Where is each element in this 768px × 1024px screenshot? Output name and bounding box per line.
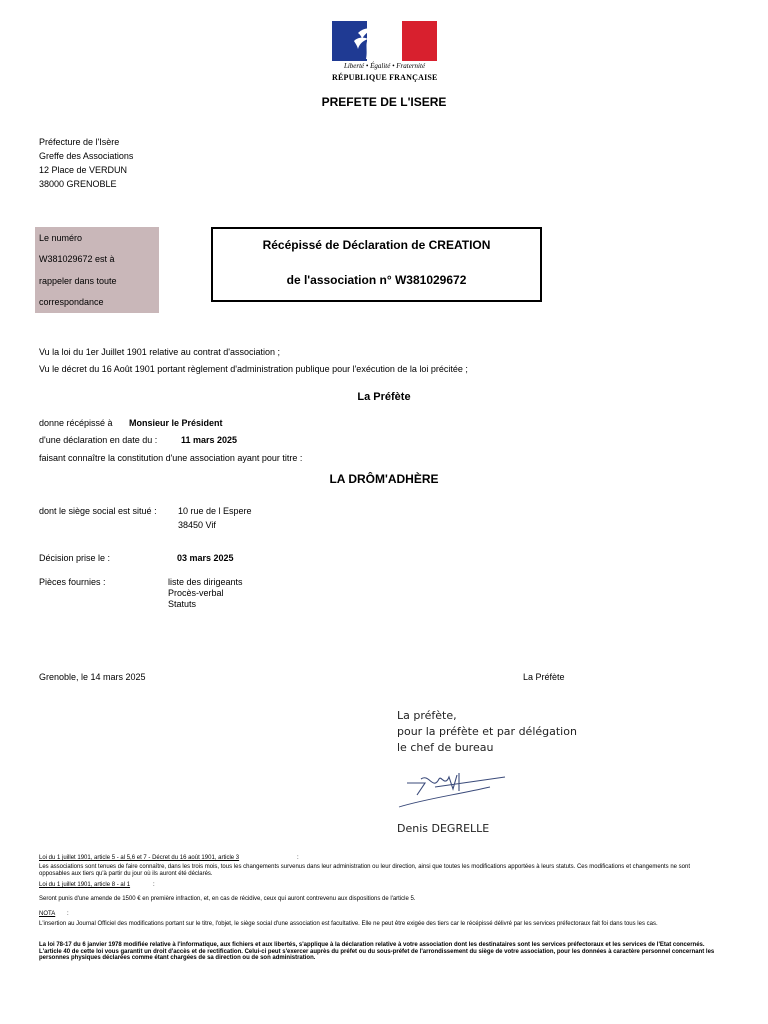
- reference-line: rappeler dans toute: [39, 276, 117, 286]
- receipt-title-box: [211, 227, 542, 302]
- association-name: LA DRÔM'ADHÈRE: [329, 472, 439, 486]
- legal-basis-line: Vu le décret du 16 Août 1901 portant règlement d'administration publique pour l'exécution de la loi précitée ;: [39, 364, 468, 374]
- reference-number-box: [35, 227, 159, 313]
- date-label: d'une déclaration en date du :: [39, 435, 158, 445]
- footer-ref2-colon: :: [153, 882, 155, 888]
- footer-ref2-title: Loi du 1 juillet 1901, article 8 - al 1: [39, 882, 131, 888]
- document-item: Procès-verbal: [168, 588, 224, 598]
- delegation-line: La préfète,: [397, 709, 457, 722]
- address-line: Greffe des Associations: [39, 151, 134, 161]
- signer-name: Denis DEGRELLE: [397, 822, 490, 835]
- receipt-title-line1: Récépissé de Déclaration de CREATION: [262, 238, 491, 252]
- reference-line: correspondance: [39, 297, 104, 307]
- address-line: Préfecture de l'Isère: [39, 137, 120, 147]
- footer-ref1-text: Les associations sont tenues de faire connaître, dans les trois mois, tous les changements survenus dans leur administration ou leur direction, ainsi que toutes les modifications apportées à leurs statuts. Ces modifications et changements ne sont opposables aux tiers qu'à partir du jour où ils auront été déclarés.: [39, 864, 691, 877]
- footer-privacy-text: La loi 78-17 du 6 janvier 1978 modifiée relative à l'informatique, aux fichiers et aux libertés, s'applique à la déclaration relative à votre association dont les destinataires sont les services préfectoraux et les services de l'Etat concernés. L'article 40 de cette loi vous garantit un droit d'accès et de rectification. Celui-ci peut s'exercer auprès du préfet ou du sous-préfet de l'arrondissement du siège de votre association, pour les données à caractère personnel concernant les personnes physiques déclarées comme étant chargées de sa direction ou de son administration.: [39, 942, 715, 961]
- seat-label: dont le siège social est situé :: [39, 506, 157, 516]
- declaration-date: 11 mars 2025: [181, 435, 238, 445]
- authority-heading: La Préfète: [357, 391, 411, 403]
- marianne-icon: [352, 23, 412, 61]
- delegation-line: le chef de bureau: [397, 741, 494, 754]
- handwritten-signature: [395, 765, 525, 810]
- recipient-label: donne récépissé à: [39, 418, 113, 428]
- republic-name: RÉPUBLIQUE FRANÇAISE: [332, 73, 438, 82]
- page-title: PREFETE DE L'ISERE: [321, 95, 447, 109]
- delegation-line: pour la préfète et par délégation: [397, 725, 577, 738]
- address-line: 12 Place de VERDUN: [39, 165, 128, 175]
- republic-motto: Liberté • Égalité • Fraternité: [343, 62, 426, 70]
- place-date: Grenoble, le 14 mars 2025: [39, 672, 146, 682]
- receipt-title-line2: de l'association n° W381029672: [286, 273, 467, 287]
- address-line: 38000 GRENOBLE: [39, 179, 117, 189]
- document-item: Statuts: [168, 599, 197, 609]
- decision-label: Décision prise le :: [39, 553, 111, 563]
- republique-francaise-logo: [332, 21, 437, 61]
- footer-note-title: NOTA: [39, 911, 56, 917]
- documents-label: Pièces fournies :: [39, 577, 106, 587]
- reference-line: Le numéro: [39, 233, 83, 243]
- recipient-value: Monsieur le Président: [129, 418, 223, 428]
- document-item: liste des dirigeants: [168, 577, 243, 587]
- signatory-title: La Préfète: [523, 672, 565, 682]
- footer-note-text: L'insertion au Journal Officiel des modifications portant sur le titre, l'objet, le siège social d'une association est facultative. Elle ne peut être exigée des tiers car le récépissé délivré par les services préfectoraux fait foi dans tous les cas.: [39, 921, 658, 927]
- footer-note-colon: :: [67, 911, 69, 917]
- purpose-label: faisant connaître la constitution d'une association ayant pour titre :: [39, 453, 303, 463]
- legal-basis-line: Vu la loi du 1er Juillet 1901 relative au contrat d'association ;: [39, 347, 281, 357]
- footer-ref1-colon: :: [297, 855, 299, 861]
- footer-ref2-text: Seront punis d'une amende de 1500 € en première infraction, et, en cas de récidive, ceux qui auront contrevenu aux dispositions de l'article 5.: [39, 896, 416, 902]
- footer-ref1-title: Loi du 1 juillet 1901, article 5 - al 5,6 et 7 - Décret du 16 août 1901, article 3: [39, 855, 240, 861]
- reference-line: W381029672 est à: [39, 254, 115, 264]
- seat-address-line1: 10 rue de l Espere: [178, 506, 252, 516]
- seat-address-line2: 38450 Vif: [178, 520, 216, 530]
- decision-date: 03 mars 2025: [177, 553, 234, 563]
